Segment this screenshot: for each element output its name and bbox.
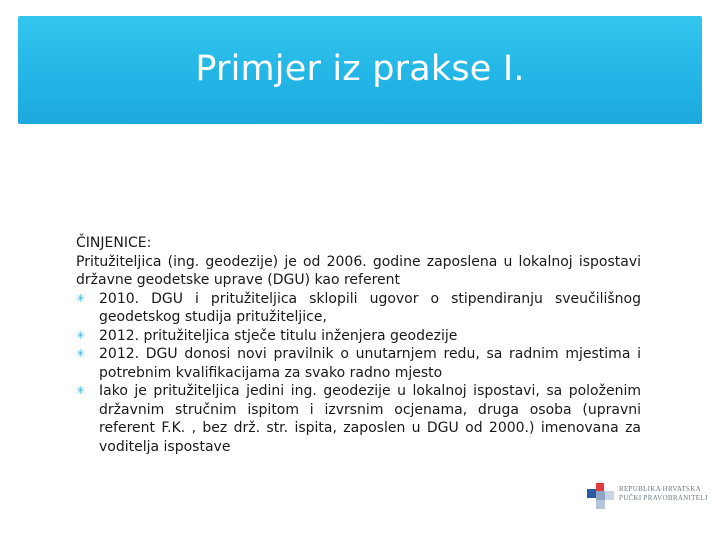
asterisk-bullet-icon: ✳: [76, 384, 86, 397]
list-item: [76, 290, 641, 327]
intro-paragraph: Pritužiteljica (ing. geodezije) je od 2006. godine zaposlena u lokalnoj ispostavi državne geodetske uprave (DGU) kao referent: [76, 253, 641, 288]
logo-line-2: PUČKI PRAVOBRANITELJ: [619, 494, 708, 502]
asterisk-bullet-icon: ✳: [76, 328, 86, 342]
list-item: [76, 345, 641, 382]
facts-list: [76, 290, 641, 457]
list-item: [76, 382, 641, 456]
logo-text: [619, 485, 708, 503]
list-item-text: 2012. DGU donosi novi pravilnik o unutarnjem redu, sa radnim mjestima i potrebnim kvalifikacijama za svako radno mjesto: [99, 346, 641, 381]
asterisk-bullet-icon: ✳: [76, 347, 86, 360]
slide-body: [76, 234, 641, 456]
ombudsman-logo: [586, 480, 706, 512]
facts-heading: ČINJENICE:: [76, 235, 152, 251]
asterisk-bullet-icon: ✳: [76, 291, 86, 305]
slide-title: Primjer iz prakse I.: [195, 49, 525, 89]
list-item-text: 2010. DGU i pritužiteljica sklopili ugovor o stipendiranju sveučilišnog geodetskog studija pritužiteljice,: [99, 290, 641, 325]
list-item-text: 2012. pritužiteljica stječe titulu inženjera geodezije: [99, 327, 458, 344]
logo-line-1: REPUBLIKA HRVATSKA: [619, 485, 701, 493]
list-item-text: Iako je pritužiteljica jedini ing. geodezije u lokalnoj ispostavi, sa položenim državnim stručnim ispitom i izvrsnim ocjenama, druga osoba (upravni referent F.K. , bez drž. str. ispita, zaposlen u DGU od 2000.) imenovana za voditelja ispostave: [99, 383, 641, 455]
logo-squares-icon: [586, 480, 616, 510]
list-item: [76, 327, 641, 346]
